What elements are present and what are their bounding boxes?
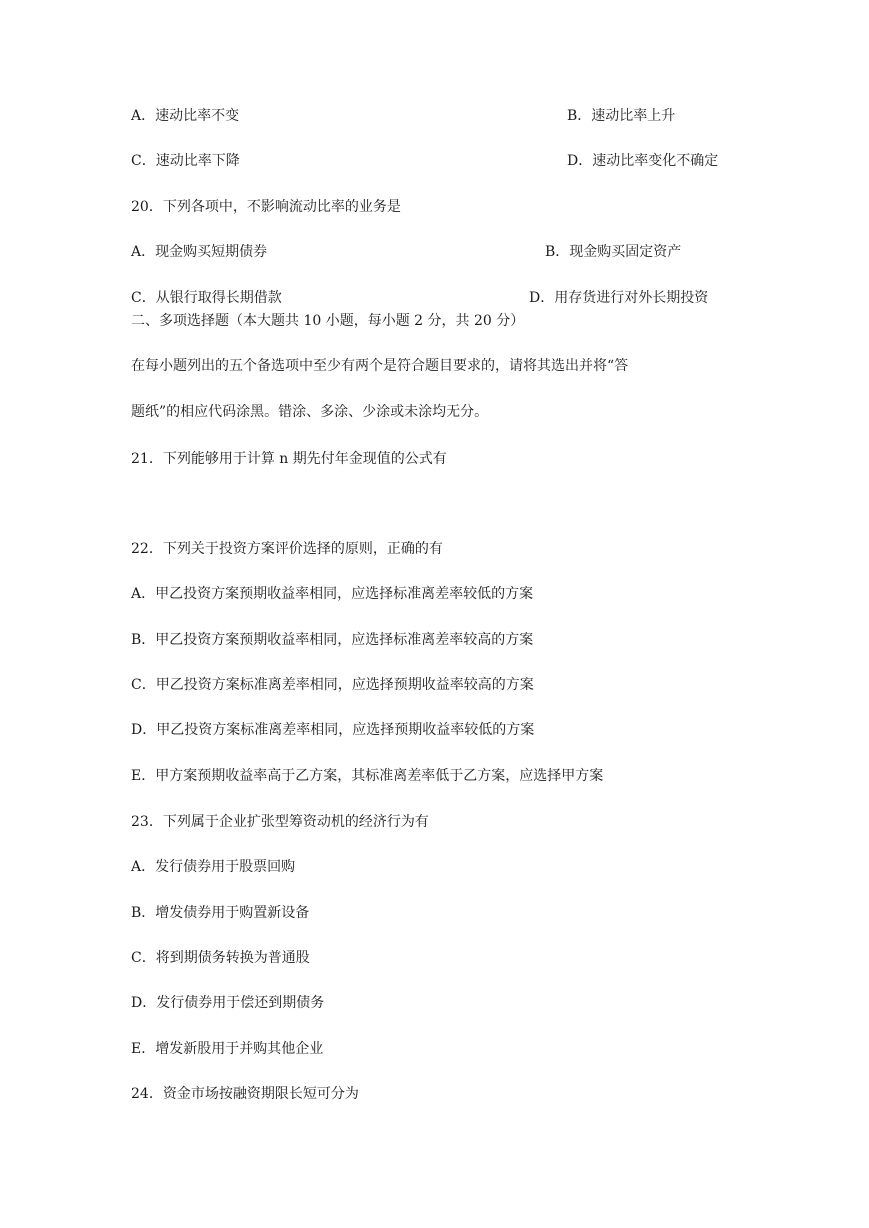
q23-stem: 23．下列属于企业扩张型筹资动机的经济行为有 <box>131 814 429 830</box>
q23-option-c: C．将到期债务转换为普通股 <box>131 950 310 966</box>
q20-option-a: A．现金购买短期债券 <box>131 244 268 260</box>
section2-instruction-line2: 题纸”的相应代码涂黑。错涂、多涂、少涂或未涂均无分。 <box>131 404 489 420</box>
q19-option-b: B．速动比率上升 <box>567 108 676 124</box>
section2-heading: 二、多项选择题（本大题共 10 小题，每小题 2 分，共 20 分） <box>131 313 525 329</box>
q20-stem: 20．下列各项中，不影响流动比率的业务是 <box>131 199 401 215</box>
q23-option-d: D．发行债券用于偿还到期债务 <box>131 995 325 1011</box>
q22-option-e: E．甲方案预期收益率高于乙方案，其标准离差率低于乙方案，应选择甲方案 <box>131 768 604 784</box>
q21-stem: 21．下列能够用于计算 n 期先付年金现值的公式有 <box>131 451 447 467</box>
q20-option-b: B．现金购买固定资产 <box>545 244 682 260</box>
q19-option-a: A．速动比率不变 <box>131 108 240 124</box>
q19-option-c: C．速动比率下降 <box>131 153 240 169</box>
q23-option-b: B．增发债券用于购置新设备 <box>131 905 310 921</box>
q20-option-c: C．从银行取得长期借款 <box>131 290 282 306</box>
q20-option-d: D．用存货进行对外长期投资 <box>529 290 709 306</box>
q22-option-b: B．甲乙投资方案预期收益率相同，应选择标准离差率较高的方案 <box>131 632 534 648</box>
section2-instruction-line1: 在每小题列出的五个备选项中至少有两个是符合题目要求的，请将其选出并将“答 <box>131 358 629 374</box>
q22-stem: 22．下列关于投资方案评价选择的原则，正确的有 <box>131 541 443 557</box>
q22-option-c: C．甲乙投资方案标准离差率相同，应选择预期收益率较高的方案 <box>131 677 534 693</box>
q23-option-e: E．增发新股用于并购其他企业 <box>131 1041 324 1057</box>
q23-option-a: A．发行债券用于股票回购 <box>131 859 296 875</box>
q19-option-d: D．速动比率变化不确定 <box>567 153 719 169</box>
q22-option-d: D．甲乙投资方案标准离差率相同，应选择预期收益率较低的方案 <box>131 722 535 738</box>
q24-stem: 24．资金市场按融资期限长短可分为 <box>131 1086 359 1102</box>
q22-option-a: A．甲乙投资方案预期收益率相同，应选择标准离差率较低的方案 <box>131 586 534 602</box>
